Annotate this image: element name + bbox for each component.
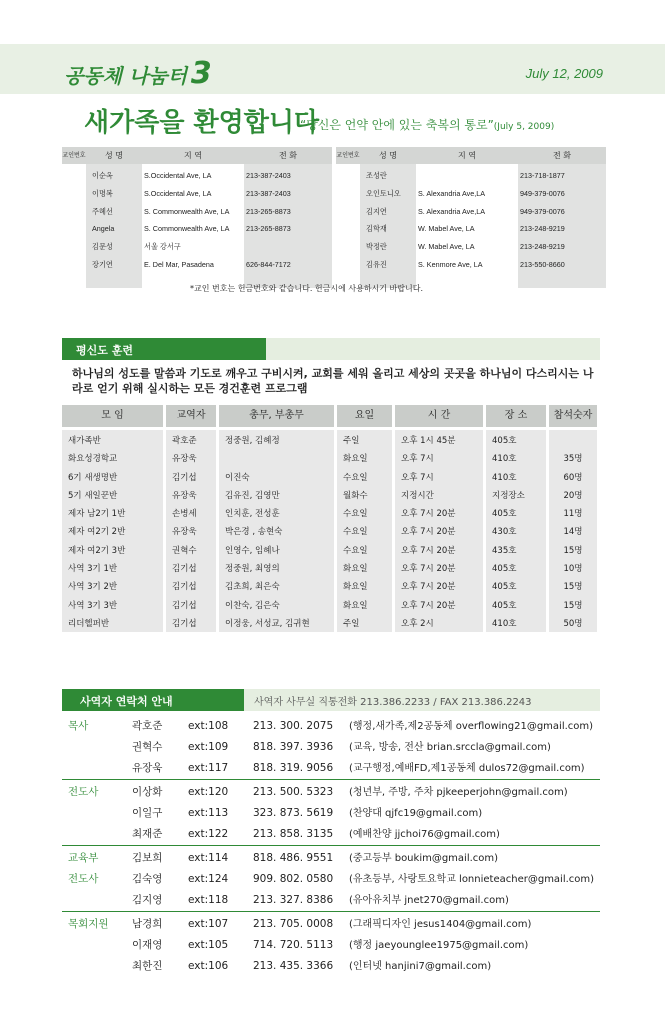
contact-description: (중고등부 boukim@gmail.com) [349,853,499,864]
newcomer-phone: 213-550-8660 [520,259,565,269]
newcomer-name: 오인토니오 [366,188,401,198]
newcomer-area [418,167,518,185]
training-header-room: 장 소 [486,405,546,427]
newcomer-phone: 213-265-8873 [246,224,291,234]
contact-name: 권혁수 [132,741,163,753]
contact-phone: 213. 858. 3135 [253,828,334,840]
newcomer-area: S. Alexandria Ave,LA [418,206,485,216]
training-cell-group: 6기 새생명반 [68,472,118,483]
phone-column [244,164,332,288]
training-cell-room: 410호 [492,454,517,465]
contact-phone: 323. 873. 5619 [253,807,334,819]
training-cell-room: 지정장소 [492,490,525,501]
contact-extension: ext:108 [188,720,229,732]
contact-role [62,890,132,911]
contact-row [62,803,600,824]
contact-role [62,737,132,758]
training-cell-pastor: 곽호준 [172,436,197,446]
training-section-title: 평신도 훈련 [62,338,266,360]
contact-row [62,869,600,890]
training-column-group [62,430,163,632]
training-cell-day: 화요일 [343,582,368,593]
newcomer-name: 이순옥 [92,171,113,180]
newcomers-table-left [62,147,332,288]
contact-role [62,956,132,977]
training-cell-pastor: 유장욱 [172,490,197,501]
training-cell-pastor: 김기섭 [172,618,197,629]
newcomer-area: W. Mabel Ave, LA [418,224,475,234]
contact-description: (찬양대 qjfc19@gmail.com) [349,808,483,819]
newcomer-badge [336,220,360,238]
badge-column [336,164,360,288]
contact-phone: 818. 486. 9551 [253,852,334,864]
contact-row [62,824,600,845]
training-cell-group: 제자 여2기 2반 [68,527,126,538]
training-header-staff: 총무, 부총무 [219,405,334,427]
contact-extension: ext:118 [188,894,229,906]
training-cell-time: 오후 7시 20분 [401,582,456,593]
training-cell-attendance: 15명 [563,582,583,593]
training-cell-group: 사역 3기 2반 [68,582,118,593]
newcomer-badge [62,167,86,185]
training-cell-day: 화요일 [343,600,368,611]
contact-name: 김보희 [132,852,163,864]
training-cell-pastor: 권혁수 [172,545,197,556]
newcomer-phone: 213-248-9219 [520,242,565,252]
training-column-pastor [166,430,216,632]
training-cell-attendance: 14명 [563,527,583,538]
contact-extension: ext:107 [188,918,229,930]
training-column-staff [219,430,334,632]
contact-phone: 818. 319. 9056 [253,762,334,774]
contact-description: (교구행정,예배FD,제1공동체 dulos72@gmail.com) [349,763,585,774]
training-table-body [62,430,600,632]
contact-name: 남경희 [132,918,163,930]
office-phone-info: 사역자 사무실 직통전화 213.386.2233 / FAX 213.386.2243 [254,697,532,708]
training-cell-time: 오후 2시 [401,618,434,629]
issue-date: July 12, 2009 [525,66,603,81]
training-header-group: 모 임 [62,405,163,427]
newcomer-area: 서울 강서구 [144,242,181,252]
welcome-title: 새가족을 환영합니다 [84,108,320,138]
training-cell-room: 430호 [492,527,517,538]
contact-name: 최재준 [132,828,163,840]
training-column-day [337,430,392,632]
training-cell-staff: 인영수, 임혜나 [225,545,280,556]
newcomers-header [336,147,606,164]
newcomer-name: 이명복 [92,188,113,198]
newcomer-badge [336,167,360,185]
name-column [360,164,416,288]
training-cell-room: 405호 [492,436,517,446]
name-header: 성 명 [105,151,123,160]
training-cell-staff: 정중원, 김혜정 [225,436,280,446]
contact-phone: 909. 802. 0580 [253,873,334,885]
newcomer-area: E. Del Mar, Pasadena [144,259,214,269]
training-table-header [62,405,600,427]
training-cell-time: 오후 7시 [401,454,434,465]
training-cell-group: 제자 여2기 3반 [68,545,126,556]
training-cell-staff: 박은경 , 송현숙 [225,527,283,538]
training-cell-pastor: 김기섭 [172,564,197,575]
quote-date: (July 5, 2009) [493,122,555,132]
newsletter-title [64,56,212,91]
training-cell-attendance: 15명 [563,545,583,556]
contact-description: (행정 jaeyounglee1975@gmail.com) [349,940,529,951]
training-cell-day: 화요일 [343,564,368,575]
training-cell-room: 405호 [492,564,517,575]
training-header-time: 시 간 [395,405,483,427]
area-header: 지 역 [184,151,202,160]
training-cell-time: 지정시간 [401,490,434,501]
training-header-attendance: 참석숫자 [549,405,597,427]
training-cell-pastor: 유장욱 [172,527,197,538]
contact-row [62,914,600,935]
training-cell-group: 사역 3기 3반 [68,600,118,611]
newcomer-area: S. Commonwealth Ave, LA [144,206,230,216]
training-cell-attendance: 50명 [563,618,583,629]
newcomer-name: 김유진 [366,259,387,269]
training-cell-time: 오후 7시 20분 [401,564,456,575]
newcomer-phone: 213-387-2403 [246,188,291,198]
newcomer-name: 주혜선 [92,206,113,216]
training-cell-group: 사역 3기 1반 [68,564,118,575]
contact-name: 이재영 [132,939,163,951]
newcomer-phone: 213-248-9219 [520,224,565,234]
newcomer-phone: 626-844-7172 [246,259,291,269]
contact-name: 곽호준 [132,720,163,732]
training-cell-time: 오후 7시 20분 [401,600,456,611]
contact-role: 목회지원 [68,918,109,930]
contact-description: (행정,새가족,제2공동체 overflowing21@gmail.com) [349,721,594,732]
newcomer-phone: 949-379-0076 [520,188,565,198]
newcomer-phone: 213-718-1877 [520,171,565,180]
contact-description: (교육, 방송, 전산 brian.srccla@gmail.com) [349,742,551,753]
training-cell-staff: 김초희, 최은숙 [225,582,280,593]
newcomers-note: *교인 번호는 헌금번호와 같습니다. 헌금시에 사용하시기 바랍니다. [190,284,423,293]
training-column-time [395,430,483,632]
contact-row [62,890,600,911]
training-cell-room: 405호 [492,509,517,520]
training-cell-group: 제자 남2기 1반 [68,509,126,520]
contact-name: 유장욱 [132,762,163,774]
newcomer-area: W. Mabel Ave, LA [418,242,475,252]
area-header: 지 역 [458,151,476,160]
contact-role [62,935,132,956]
newcomer-phone: 213-387-2403 [246,171,291,180]
contact-role [62,803,132,824]
contact-extension: ext:122 [188,828,229,840]
training-cell-attendance [549,432,597,450]
contact-description: (청년부, 주방, 주차 pjkeeperjohn@gmail.com) [349,787,568,798]
training-cell-pastor: 손병세 [172,509,197,520]
contact-group [62,914,600,977]
newcomer-badge [62,220,86,238]
contact-role: 교육부 [68,852,99,864]
training-cell-day: 화요일 [343,454,368,465]
contact-group [62,782,600,846]
training-cell-pastor: 유장욱 [172,454,197,465]
newcomer-area: S. Kenmore Ave, LA [418,259,483,269]
training-cell-staff: 이진숙 [225,472,250,483]
contact-extension: ext:117 [188,762,229,774]
contact-role [62,824,132,845]
newcomer-name: 박정란 [366,242,387,252]
area-column [416,164,518,288]
badge-column [62,164,86,288]
name-header: 성 명 [379,151,397,160]
training-cell-pastor: 김기섭 [172,582,197,593]
training-cell-group: 리더헬퍼반 [68,618,110,629]
newcomers-body [62,164,332,288]
training-cell-room: 405호 [492,600,517,611]
newcomer-name: Angela [92,224,115,234]
contact-phone: 818. 397. 3936 [253,741,334,753]
training-cell-group: 화요성경학교 [68,454,118,465]
issue-number: 3 [190,56,212,91]
newcomer-badge [336,203,360,221]
training-column-attendance [549,430,597,632]
phone-column [518,164,606,288]
contact-row [62,758,600,779]
newcomers-table-right [336,147,606,288]
contact-role: 목사 [68,720,89,732]
training-description: 하나님의 성도를 말씀과 기도로 깨우고 구비시켜, 교회를 세워 올리고 세상의 곳곳을 하나님이 다스리시는 나라로 얻기 위해 실시하는 모든 경건훈련 프로그램 [72,367,594,395]
contact-role: 전도사 [68,786,99,798]
newcomer-phone: 213-265-8873 [246,206,291,216]
newcomer-area: S.Occidental Ave, LA [144,188,212,198]
contact-extension: ext:105 [188,939,229,951]
newcomer-badge [62,185,86,203]
contact-extension: ext:109 [188,741,229,753]
contact-description: (유아유치부 jnet270@gmail.com) [349,895,509,906]
newcomer-phone: 949-379-0076 [520,206,565,216]
newsletter-title-text: 공동체 나눔터 [64,64,187,88]
training-cell-day: 수요일 [343,509,368,520]
newcomer-area: S. Commonwealth Ave, LA [144,224,230,234]
training-cell-time: 오후 1시 45분 [401,436,456,446]
contact-name: 김지영 [132,894,163,906]
contact-name: 김숙영 [132,873,163,885]
area-column [142,164,244,288]
newcomer-badge [336,185,360,203]
contact-description: (유초등부, 사랑토요학교 lonnieteacher@gmail.com) [349,874,595,885]
training-cell-pastor: 김기섭 [172,600,197,611]
contact-phone: 213. 300. 2075 [253,720,334,732]
contact-row [62,848,600,869]
newcomer-name: 조성란 [366,171,387,180]
quote-text: “당신은 언약 안에 있는 축복의 통로” [300,118,494,132]
training-cell-attendance: 20명 [563,490,583,501]
contact-extension: ext:124 [188,873,229,885]
contact-description: (그래픽디자인 jesus1404@gmail.com) [349,919,532,930]
training-cell-staff: 인치훈, 전성훈 [225,509,280,520]
contact-group [62,848,600,912]
training-cell-staff: 이정웅, 서성교, 김귀현 [225,618,310,629]
contact-row [62,935,600,956]
training-cell-room: 410호 [492,472,517,483]
training-cell-room: 405호 [492,582,517,593]
training-cell-time: 오후 7시 20분 [401,527,456,538]
training-cell-attendance: 15명 [563,600,583,611]
training-cell-staff: 정중원, 최영의 [225,564,280,575]
contact-description: (인터넷 hanjini7@gmail.com) [349,961,492,972]
contact-extension: ext:114 [188,852,229,864]
training-column-room [486,430,546,632]
training-cell-room: 435호 [492,545,517,556]
newcomer-badge [336,238,360,256]
contact-extension: ext:120 [188,786,229,798]
newcomer-name: 장기연 [92,259,113,269]
contact-description: (예배찬양 jjchoi76@gmail.com) [349,829,500,840]
training-cell-attendance: 11명 [563,509,583,520]
training-header-pastor: 교역자 [166,405,216,427]
newcomer-phone [246,238,332,256]
training-cell-room: 410호 [492,618,517,629]
contact-row [62,782,600,803]
training-cell-time: 오후 7시 [401,472,434,483]
training-cell-pastor: 김기섭 [172,472,197,483]
newcomer-badge [336,256,360,274]
training-cell-day: 주일 [343,436,360,446]
newcomer-badge [62,203,86,221]
contact-role [62,758,132,779]
newcomer-badge [62,238,86,256]
newcomer-name: 김문성 [92,242,113,252]
contacts-section-title: 사역자 연락처 안내 [62,689,244,711]
badge-header: 교인번호 [62,152,86,159]
training-cell-day: 주일 [343,618,360,629]
welcome-quote [300,116,554,133]
contact-row [62,737,600,758]
newcomers-header [62,147,332,164]
contact-extension: ext:106 [188,960,229,972]
contact-extension: ext:113 [188,807,229,819]
contact-phone: 213. 327. 8386 [253,894,334,906]
training-cell-staff [219,450,334,468]
contact-name: 이일구 [132,807,163,819]
training-cell-day: 월화수 [343,490,368,501]
newcomer-badge [62,256,86,274]
contact-row [62,716,600,737]
training-cell-attendance: 35명 [563,454,583,465]
training-cell-time: 오후 7시 20분 [401,509,456,520]
newcomer-name: 김지연 [366,206,387,216]
newcomer-name: 김학재 [366,224,387,234]
newcomers-body [336,164,606,288]
training-header-day: 요일 [337,405,392,427]
phone-header: 전 화 [279,151,297,160]
phone-header: 전 화 [553,151,571,160]
training-cell-day: 수요일 [343,472,368,483]
training-cell-staff: 이찬숙, 김은숙 [225,600,280,611]
contact-phone: 213. 705. 0008 [253,918,334,930]
training-cell-group: 새가족반 [68,436,101,446]
contact-name: 최한진 [132,960,163,972]
badge-header: 교인번호 [336,152,360,159]
contact-phone: 213. 435. 3366 [253,960,334,972]
training-cell-day: 수요일 [343,545,368,556]
contact-phone: 213. 500. 5323 [253,786,334,798]
training-cell-time: 오후 7시 20분 [401,545,456,556]
contact-name: 이상화 [132,786,163,798]
newcomer-area: S. Alexandria Ave,LA [418,188,485,198]
contact-group [62,716,600,780]
training-cell-attendance: 60명 [563,472,583,483]
training-cell-staff: 김유진, 김영만 [225,490,280,501]
training-cell-day: 수요일 [343,527,368,538]
newcomer-area: S.Occidental Ave, LA [144,171,212,180]
training-cell-group: 5기 새일꾼반 [68,490,118,501]
contact-phone: 714. 720. 5113 [253,939,334,951]
training-cell-attendance: 10명 [563,564,583,575]
contact-role: 전도사 [68,873,99,885]
name-column [86,164,142,288]
contact-row [62,956,600,977]
